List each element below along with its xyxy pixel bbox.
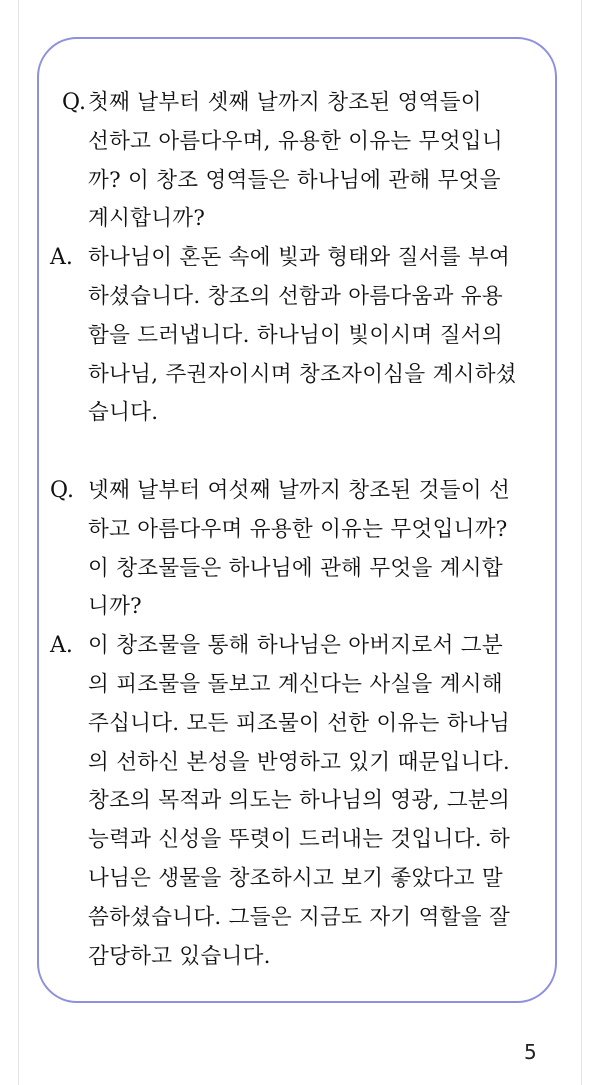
page-number: 5 — [524, 1040, 537, 1064]
answer-marker: A. — [50, 633, 73, 659]
page-edge-left — [18, 0, 19, 1085]
page-edge-right — [581, 0, 582, 1085]
question-1-line: 첫째 날부터 셋째 날까지 창조된 영역들이 — [88, 90, 482, 115]
question-1-line: 선하고 아름다우며, 유용한 이유는 무엇입니 — [88, 128, 503, 154]
question-2-line: 이 창조물들은 하나님에 관해 무엇을 계시합 — [88, 555, 503, 581]
question-2-line: 넷째 날부터 여섯째 날까지 창조된 것들이 선 — [88, 478, 511, 503]
answer-2-line: 씀하셨습니다. 그들은 지금도 자기 역할을 잘 — [88, 904, 511, 930]
answer-marker: A. — [50, 245, 73, 271]
answer-2-line: 의 피조물을 돌보고 계신다는 사실을 계시해 — [88, 671, 503, 697]
answer-2 — [50, 627, 550, 976]
question-2-line: 니까? — [88, 594, 142, 620]
question-1-line: 까? 이 창조 영역들은 하나님에 관해 무엇을 — [88, 167, 501, 193]
answer-2-line: 창조의 목적과 의도는 하나님의 영광, 그분의 — [88, 788, 511, 814]
answer-1-line: 하나님이 혼돈 속에 빛과 형태와 질서를 부여 — [88, 245, 511, 271]
answer-1 — [50, 239, 550, 433]
answer-1-line: 하셨습니다. 창조의 선함과 아름다움과 유용 — [88, 283, 503, 309]
answer-2-line: 주십니다. 모든 피조물이 선한 이유는 하나님 — [88, 710, 511, 736]
answer-2-line: 이 창조물을 통해 하나님은 아버지로서 그분 — [88, 633, 503, 659]
answer-1-line: 함을 드러냅니다. 하나님이 빛이시며 질서의 — [88, 322, 503, 348]
qa-block-2 — [50, 472, 550, 976]
question-1 — [50, 84, 550, 239]
question-2-line: 하고 아름다우며 유용한 이유는 무엇입니까? — [88, 516, 508, 542]
question-1-line: 계시합니까? — [88, 206, 206, 232]
answer-2-line: 감당하고 있습니다. — [88, 943, 271, 969]
qa-block-1 — [50, 84, 550, 433]
answer-1-line: 습니다. — [88, 400, 159, 426]
question-marker: Q. — [50, 478, 74, 503]
answer-2-line: 나님은 생물을 창조하시고 보기 좋았다고 말 — [88, 865, 503, 891]
answer-2-line: 능력과 신성을 뚜렷이 드러내는 것입니다. 하 — [88, 827, 511, 853]
answer-1-line: 하나님, 주권자이시며 창조자이심을 계시하셨 — [88, 361, 517, 387]
answer-2-line: 의 선하신 본성을 반영하고 있기 때문입니다. — [88, 749, 511, 775]
question-2 — [50, 472, 550, 627]
question-marker: Q. — [62, 90, 86, 115]
